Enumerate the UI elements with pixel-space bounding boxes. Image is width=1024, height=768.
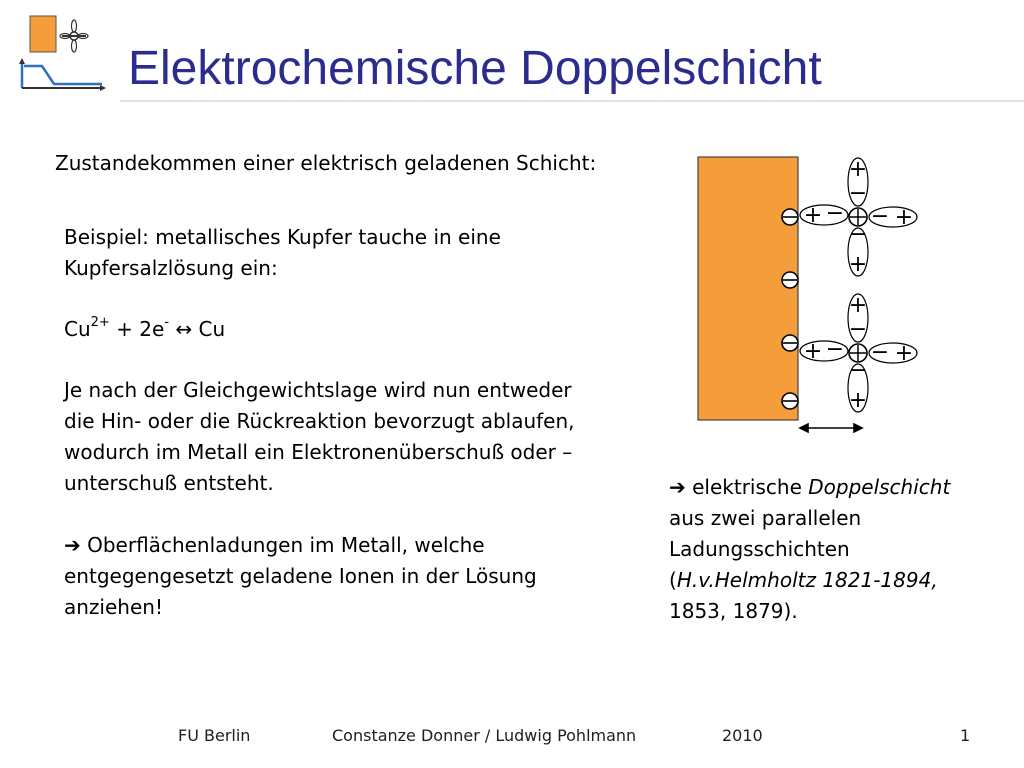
dipole-minus: − xyxy=(848,181,868,206)
dipole-minus: − xyxy=(870,204,890,229)
example-line-1: Beispiel: metallisches Kupfer tauche in eine xyxy=(64,225,501,249)
paragraph-1-line-3: wodurch im Metall ein Elektronenüberschuß oder – xyxy=(64,440,573,464)
paragraph-1-line-1: Je nach der Gleichgewichtslage wird nun entweder xyxy=(64,378,572,402)
conclusion-line-3: Ladungsschichten xyxy=(669,537,850,561)
page-title: Elektrochemische Doppelschicht xyxy=(128,42,822,95)
footer-page-number: 1 xyxy=(960,726,971,745)
equation-product: Cu xyxy=(198,317,226,341)
hydrated-ion xyxy=(800,157,917,277)
metal-electrode xyxy=(698,157,798,420)
dipole-minus: − xyxy=(870,340,890,365)
dipole-plus: + xyxy=(848,252,868,277)
right-arrow-icon: ➔ xyxy=(64,533,81,557)
title-divider xyxy=(120,100,1024,102)
paragraph-1-line-2: die Hin- oder die Rückreaktion bevorzugt ablaufen, xyxy=(64,409,575,433)
distance-arrowhead-right xyxy=(854,424,862,432)
dipole-minus: − xyxy=(848,358,868,383)
example-line-2: Kupfersalzlösung ein: xyxy=(64,256,278,280)
conclusion-line-1-text: elektrische xyxy=(685,475,809,499)
conclusion-line-2: aus zwei parallelen xyxy=(669,506,862,530)
equation-electron-charge: - xyxy=(164,315,170,331)
footer-institution: FU Berlin xyxy=(178,726,251,745)
conclusion-line-1 xyxy=(669,472,950,503)
conclusion-line-4 xyxy=(669,565,938,596)
paragraph-2-line-3: anziehen! xyxy=(64,595,163,619)
dipole-plus: + xyxy=(848,157,868,182)
intro-text: Zustandekommen einer elektrisch geladenen Schicht: xyxy=(55,151,597,175)
right-arrow-icon: ➔ xyxy=(669,475,686,499)
dipole-minus: − xyxy=(848,222,868,247)
dipole-plus: + xyxy=(848,388,868,413)
paragraph-2-line-1 xyxy=(64,530,485,561)
distance-arrowhead-left xyxy=(800,424,808,432)
double-arrow-icon: ↔ xyxy=(169,317,199,341)
dipole-minus: − xyxy=(825,337,845,362)
dipole-plus: + xyxy=(803,339,823,364)
dipole-plus: + xyxy=(894,341,914,366)
dipole-plus: + xyxy=(894,205,914,230)
dipole-plus: + xyxy=(803,203,823,228)
logo-icon xyxy=(18,12,108,102)
conclusion-citation: H.v.Helmholtz 1821-1894, xyxy=(676,568,938,592)
paragraph-2-line-2: entgegengesetzt geladene Ionen in der Lösung xyxy=(64,564,537,588)
layer-distance-arrow xyxy=(800,424,862,432)
footer-authors: Constanze Donner / Ludwig Pohlmann xyxy=(332,726,637,745)
dipole-plus: + xyxy=(848,293,868,318)
dipole-minus: − xyxy=(825,201,845,226)
equation-electrons: + 2e xyxy=(109,317,165,341)
conclusion-line-5: 1853, 1879). xyxy=(669,599,798,623)
double-layer-diagram xyxy=(690,150,930,440)
paragraph-1-line-4: unterschuß entsteht. xyxy=(64,471,274,495)
conclusion-term: Doppelschicht xyxy=(808,475,951,499)
equation-reactant: Cu xyxy=(64,317,91,341)
conclusion-open-paren: ( xyxy=(669,568,677,592)
footer-year: 2010 xyxy=(722,726,763,745)
dipole-minus: − xyxy=(848,317,868,342)
paragraph-2-line-1-text: Oberflächenladungen im Metall, welche xyxy=(80,533,485,557)
equation-ion-charge: 2+ xyxy=(90,315,110,331)
hydrated-ion xyxy=(800,293,917,413)
reaction-equation xyxy=(64,314,225,345)
